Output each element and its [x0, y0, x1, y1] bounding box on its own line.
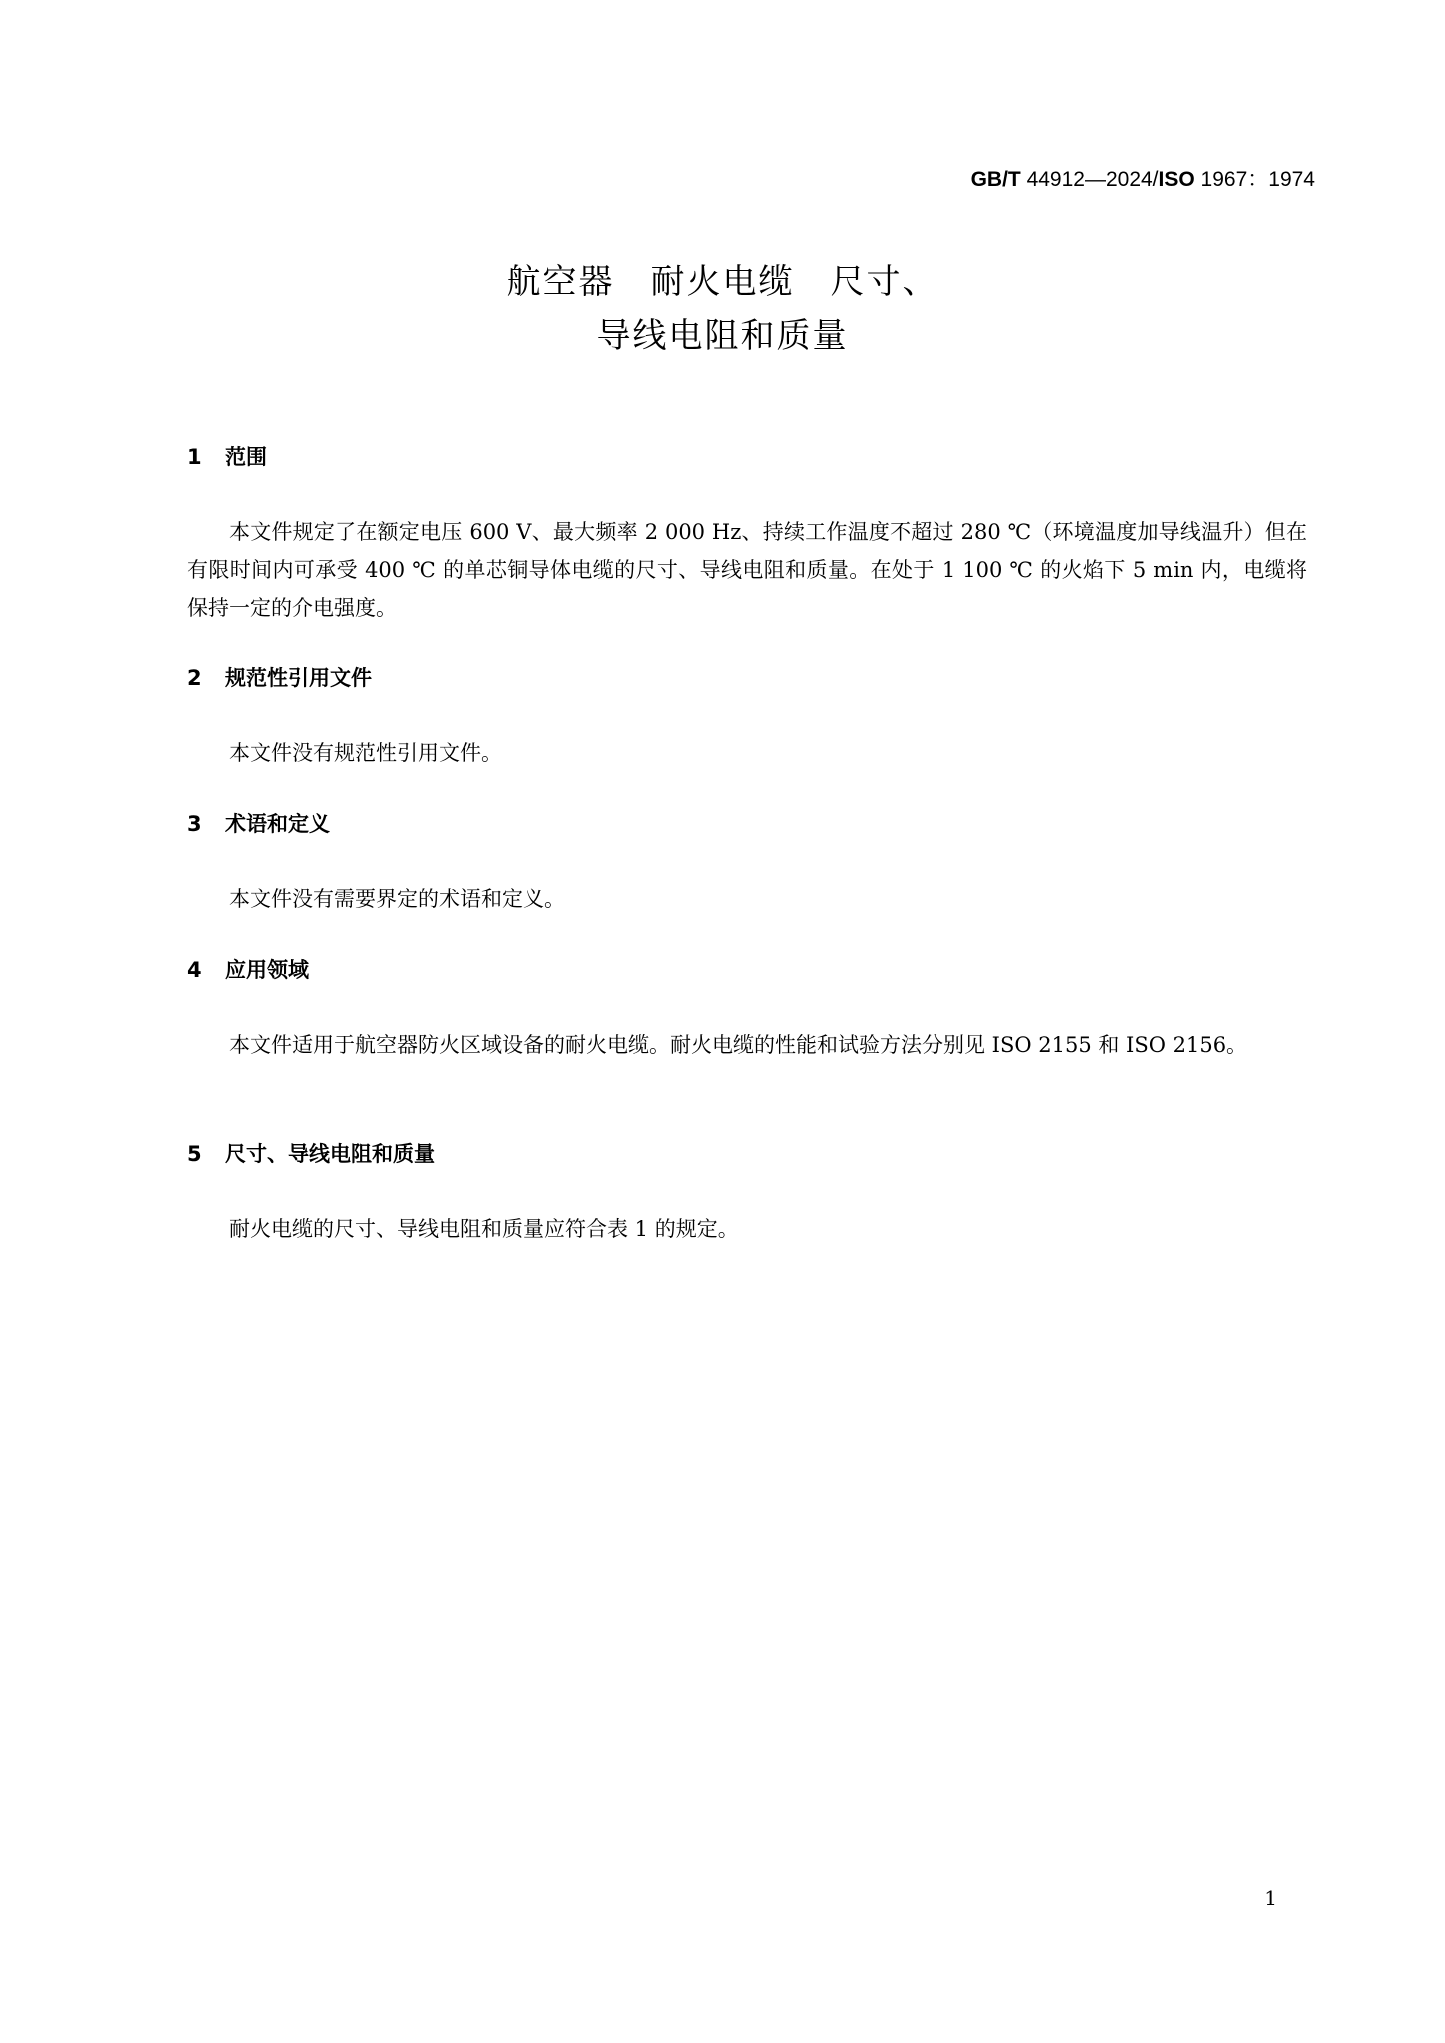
header-iso: ISO: [1158, 168, 1195, 191]
section-text-application: 本文件适用于航空器防火区域设备的耐火电缆。耐火电缆的性能和试验方法分别见 ISO 2155 和 ISO 2156。: [229, 1033, 1248, 1057]
section-text-terms: 本文件没有需要界定的术语和定义。: [229, 887, 565, 911]
section-heading-terms: [187, 810, 330, 838]
section-heading-application: [187, 956, 309, 984]
section-title: 应用领域: [225, 958, 309, 982]
section-text-scope: 本文件规定了在额定电压 600 V、最大频率 2 000 Hz、持续工作温度不超过 280 ℃（环境温度加导线温升）但在有限时间内可承受 400 ℃ 的单芯铜导体电缆的尺寸、导线电阻和质量。在处于 1 100 ℃ 的火焰下 5 min 内，电缆将保持一定的介电强度。: [187, 520, 1307, 620]
section-title: 尺寸、导线电阻和质量: [225, 1142, 435, 1166]
section-title: 术语和定义: [225, 812, 330, 836]
page-number: 1: [1264, 1886, 1277, 1910]
section-text-normative-references: 本文件没有规范性引用文件。: [229, 741, 502, 765]
section-number: 1: [187, 445, 202, 469]
header-iso-number: 1967：1974: [1194, 168, 1315, 191]
section-title: 规范性引用文件: [225, 666, 372, 690]
document-title: [0, 255, 1445, 363]
section-text-dimensions: 耐火电缆的尺寸、导线电阻和质量应符合表 1 的规定。: [229, 1217, 739, 1241]
section-number: 3: [187, 812, 202, 836]
section-heading-scope: [187, 443, 267, 471]
header-number: 44912—2024/: [1020, 168, 1159, 191]
title-line-2: 导线电阻和质量: [596, 316, 849, 356]
section-title: 范围: [225, 445, 267, 469]
title-line-1: 航空器 耐火电缆 尺寸、: [506, 262, 939, 302]
section-heading-dimensions: [187, 1140, 435, 1168]
standard-number-header: [971, 168, 1315, 192]
header-gbt: GB/T: [970, 168, 1021, 191]
section-heading-normative-references: [187, 664, 372, 692]
section-number: 5: [187, 1142, 202, 1166]
section-number: 4: [187, 958, 202, 982]
section-number: 2: [187, 666, 202, 690]
